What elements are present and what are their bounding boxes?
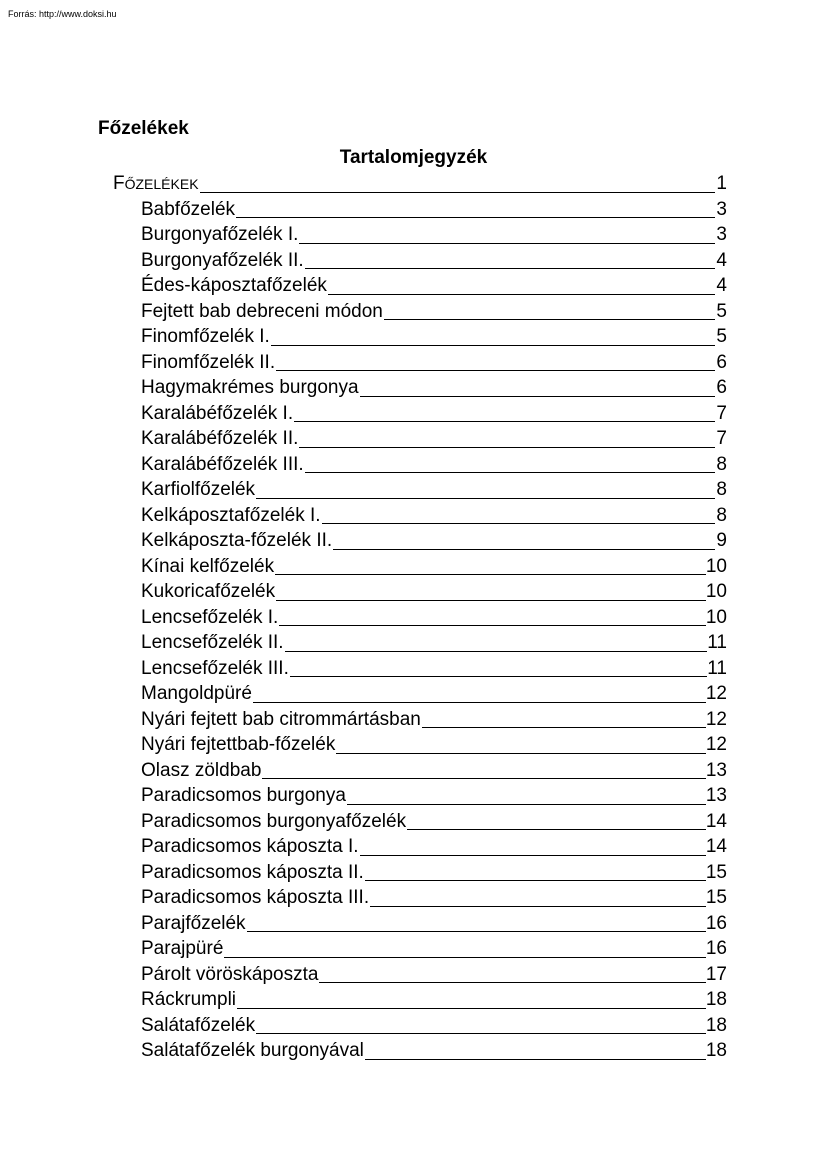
- toc-entry-label: Kelkáposztafőzelék I.: [141, 504, 321, 526]
- toc-page-number: 18: [705, 1040, 727, 1061]
- toc-page-number: 14: [705, 810, 727, 832]
- toc-entry-label: Salátafőzelék burgonyával: [141, 1040, 364, 1061]
- toc-leader: [360, 855, 706, 856]
- toc-entry[interactable]: [141, 681, 727, 707]
- toc-leader: [256, 1033, 706, 1034]
- toc-page-number: 12: [705, 708, 727, 730]
- toc-page-number: 1: [716, 173, 727, 194]
- toc-entry[interactable]: [141, 962, 727, 988]
- toc-entry-label: Karalábéfőzelék II.: [141, 428, 299, 449]
- toc-entry-label: Paradicsomos burgonya: [141, 785, 346, 806]
- toc-page-number: 10: [705, 606, 727, 628]
- toc-entry-label: Finomfőzelék II.: [141, 351, 276, 373]
- toc-entry-label: Parajpüré: [141, 938, 224, 959]
- toc-entry-label: Burgonyafőzelék II.: [141, 249, 304, 271]
- toc-page-number: 16: [705, 938, 727, 959]
- toc-entry[interactable]: [141, 911, 727, 937]
- toc-page-number: 11: [707, 657, 727, 679]
- toc-leader: [247, 931, 706, 932]
- toc-leader: [333, 549, 715, 550]
- toc-page-number: 15: [705, 861, 727, 883]
- toc-entry-label: Salátafőzelék: [141, 1014, 256, 1036]
- toc-leader: [276, 370, 715, 371]
- toc-main-entry[interactable]: [113, 171, 727, 197]
- toc-heading: Tartalomjegyzék: [339, 147, 488, 168]
- toc-page-number: 6: [716, 377, 727, 398]
- toc-entry[interactable]: [141, 477, 727, 503]
- source-url: Forrás: http://www.doksi.hu: [8, 9, 117, 19]
- toc-entry[interactable]: [141, 324, 727, 350]
- toc-entry[interactable]: [141, 401, 727, 427]
- toc-leader: [236, 217, 715, 218]
- toc-page-number: 11: [707, 632, 727, 653]
- toc-leader: [336, 753, 706, 754]
- toc-entry[interactable]: [141, 503, 727, 529]
- toc-entry-label: Hagymakrémes burgonya: [141, 377, 359, 398]
- toc-page-number: 4: [716, 275, 727, 296]
- toc-entry-label: Babfőzelék: [141, 198, 236, 220]
- toc-leader: [328, 294, 715, 295]
- toc-entry-label: Finomfőzelék I.: [141, 326, 270, 347]
- toc-entry[interactable]: [141, 885, 727, 911]
- toc-entry[interactable]: [141, 732, 727, 758]
- toc-page-number: 13: [705, 785, 727, 806]
- toc-entry[interactable]: [141, 350, 727, 376]
- toc-leader: [384, 319, 715, 320]
- toc-entry[interactable]: [141, 987, 727, 1013]
- toc-page-number: 18: [705, 989, 727, 1010]
- toc-leader: [360, 396, 715, 397]
- toc-page-number: 14: [705, 836, 727, 857]
- toc-leader: [299, 447, 715, 448]
- toc-entry[interactable]: [141, 579, 727, 605]
- toc-entry-label: Mangoldpüré: [141, 683, 252, 704]
- toc-leader: [285, 651, 708, 652]
- toc-entry[interactable]: [141, 783, 727, 809]
- toc-leader: [279, 625, 706, 626]
- toc-leader: [224, 957, 705, 958]
- toc-entry[interactable]: [141, 1013, 727, 1039]
- toc-entry[interactable]: [141, 375, 727, 401]
- toc-leader: [299, 243, 715, 244]
- toc-page-number: 18: [705, 1014, 727, 1036]
- toc-page-number: 6: [716, 351, 727, 373]
- toc-leader: [319, 982, 705, 983]
- toc-leader: [365, 1059, 706, 1060]
- toc-page-number: 3: [716, 224, 727, 245]
- toc-entry-label: Lencsefőzelék II.: [141, 632, 284, 653]
- toc-entry[interactable]: [141, 656, 727, 682]
- toc-page-number: 10: [705, 581, 727, 602]
- toc-entry-label: Nyári fejtettbab-főzelék: [141, 734, 336, 755]
- toc-entry[interactable]: [141, 528, 727, 554]
- toc-entry-label: Olasz zöldbab: [141, 759, 262, 781]
- toc-page-number: 13: [705, 759, 727, 781]
- toc-entry[interactable]: [141, 426, 727, 452]
- toc-page-number: 10: [705, 555, 727, 577]
- toc-page-number: 12: [705, 734, 727, 755]
- toc-page-number: 9: [716, 530, 727, 551]
- toc-entry[interactable]: [141, 1038, 727, 1064]
- toc-entry[interactable]: [141, 554, 727, 580]
- toc-entry-label: Karalábéfőzelék I.: [141, 402, 294, 424]
- toc-entry-label: Kínai kelfőzelék: [141, 555, 275, 577]
- toc-leader: [347, 804, 706, 805]
- toc-entry[interactable]: [141, 936, 727, 962]
- toc-entry[interactable]: [141, 605, 727, 631]
- toc-leader: [422, 727, 706, 728]
- toc-leader: [294, 421, 715, 422]
- toc-leader: [237, 1008, 706, 1009]
- toc-leader: [200, 192, 715, 193]
- toc-main-label: FŐZELÉKEK: [113, 173, 199, 194]
- toc-entry-label: Párolt vöröskáposzta: [141, 963, 319, 985]
- toc-entry[interactable]: [141, 630, 727, 656]
- toc-entry[interactable]: [141, 758, 727, 784]
- toc-page-number: 8: [716, 479, 727, 500]
- toc-entry-label: Paradicsomos káposzta III.: [141, 887, 370, 908]
- toc-page-number: 5: [716, 300, 727, 322]
- toc-entry-label: Kukoricafőzelék: [141, 581, 276, 602]
- toc-entry-label: Lencsefőzelék I.: [141, 606, 279, 628]
- toc-leader: [370, 906, 706, 907]
- toc-entry-label: Fejtett bab debreceni módon: [141, 300, 383, 322]
- toc-entry-label: Ráckrumpli: [141, 989, 237, 1010]
- toc-entry[interactable]: [141, 248, 727, 274]
- toc-page-number: 17: [705, 963, 727, 985]
- toc-entry[interactable]: [141, 707, 727, 733]
- toc-entry-label: Nyári fejtett bab citrommártásban: [141, 708, 421, 730]
- toc-entry-label: Parajfőzelék: [141, 912, 246, 934]
- toc-page-number: 12: [705, 683, 727, 704]
- toc-leader: [290, 676, 707, 677]
- toc-entry-label: Karalábéfőzelék III.: [141, 453, 304, 475]
- toc-entry-label: Paradicsomos káposzta II.: [141, 861, 364, 883]
- toc-page-number: 15: [705, 887, 727, 908]
- toc-entry-label: Lencsefőzelék III.: [141, 657, 289, 679]
- toc-leader: [253, 702, 706, 703]
- toc-leader: [322, 523, 715, 524]
- toc-page-number: 5: [716, 326, 727, 347]
- toc-leader: [305, 472, 715, 473]
- toc-page-number: 8: [716, 504, 727, 526]
- toc-entry[interactable]: [141, 299, 727, 325]
- toc-leader: [365, 880, 706, 881]
- toc-entry-label: Paradicsomos burgonyafőzelék: [141, 810, 407, 832]
- document-title: Főzelékek: [98, 118, 189, 139]
- toc-entry[interactable]: [141, 452, 727, 478]
- toc-page-number: 8: [716, 453, 727, 475]
- toc-leader: [256, 498, 715, 499]
- toc-page-number: 7: [716, 402, 727, 424]
- toc-entry[interactable]: [141, 222, 727, 248]
- toc-page-number: 3: [716, 198, 727, 220]
- toc-page-number: 4: [716, 249, 727, 271]
- toc-leader: [305, 268, 715, 269]
- toc-leader: [407, 829, 706, 830]
- toc-entry[interactable]: [141, 273, 727, 299]
- toc-leader: [275, 574, 706, 575]
- toc-entry[interactable]: [141, 834, 727, 860]
- toc-entry[interactable]: [141, 197, 727, 223]
- toc-leader: [276, 600, 706, 601]
- toc-entry-label: Édes-káposztafőzelék: [141, 275, 327, 296]
- toc-leader: [262, 778, 705, 779]
- toc-entry-label: Paradicsomos káposzta I.: [141, 836, 359, 857]
- toc-entry[interactable]: [141, 809, 727, 835]
- toc-entry-label: Kelkáposzta-főzelék II.: [141, 530, 333, 551]
- toc-entry-label: Burgonyafőzelék I.: [141, 224, 299, 245]
- toc-page-number: 16: [705, 912, 727, 934]
- toc-entry-label: Karfiolfőzelék: [141, 479, 256, 500]
- toc-leader: [271, 345, 715, 346]
- toc-entry[interactable]: [141, 860, 727, 886]
- toc-page-number: 7: [716, 428, 727, 449]
